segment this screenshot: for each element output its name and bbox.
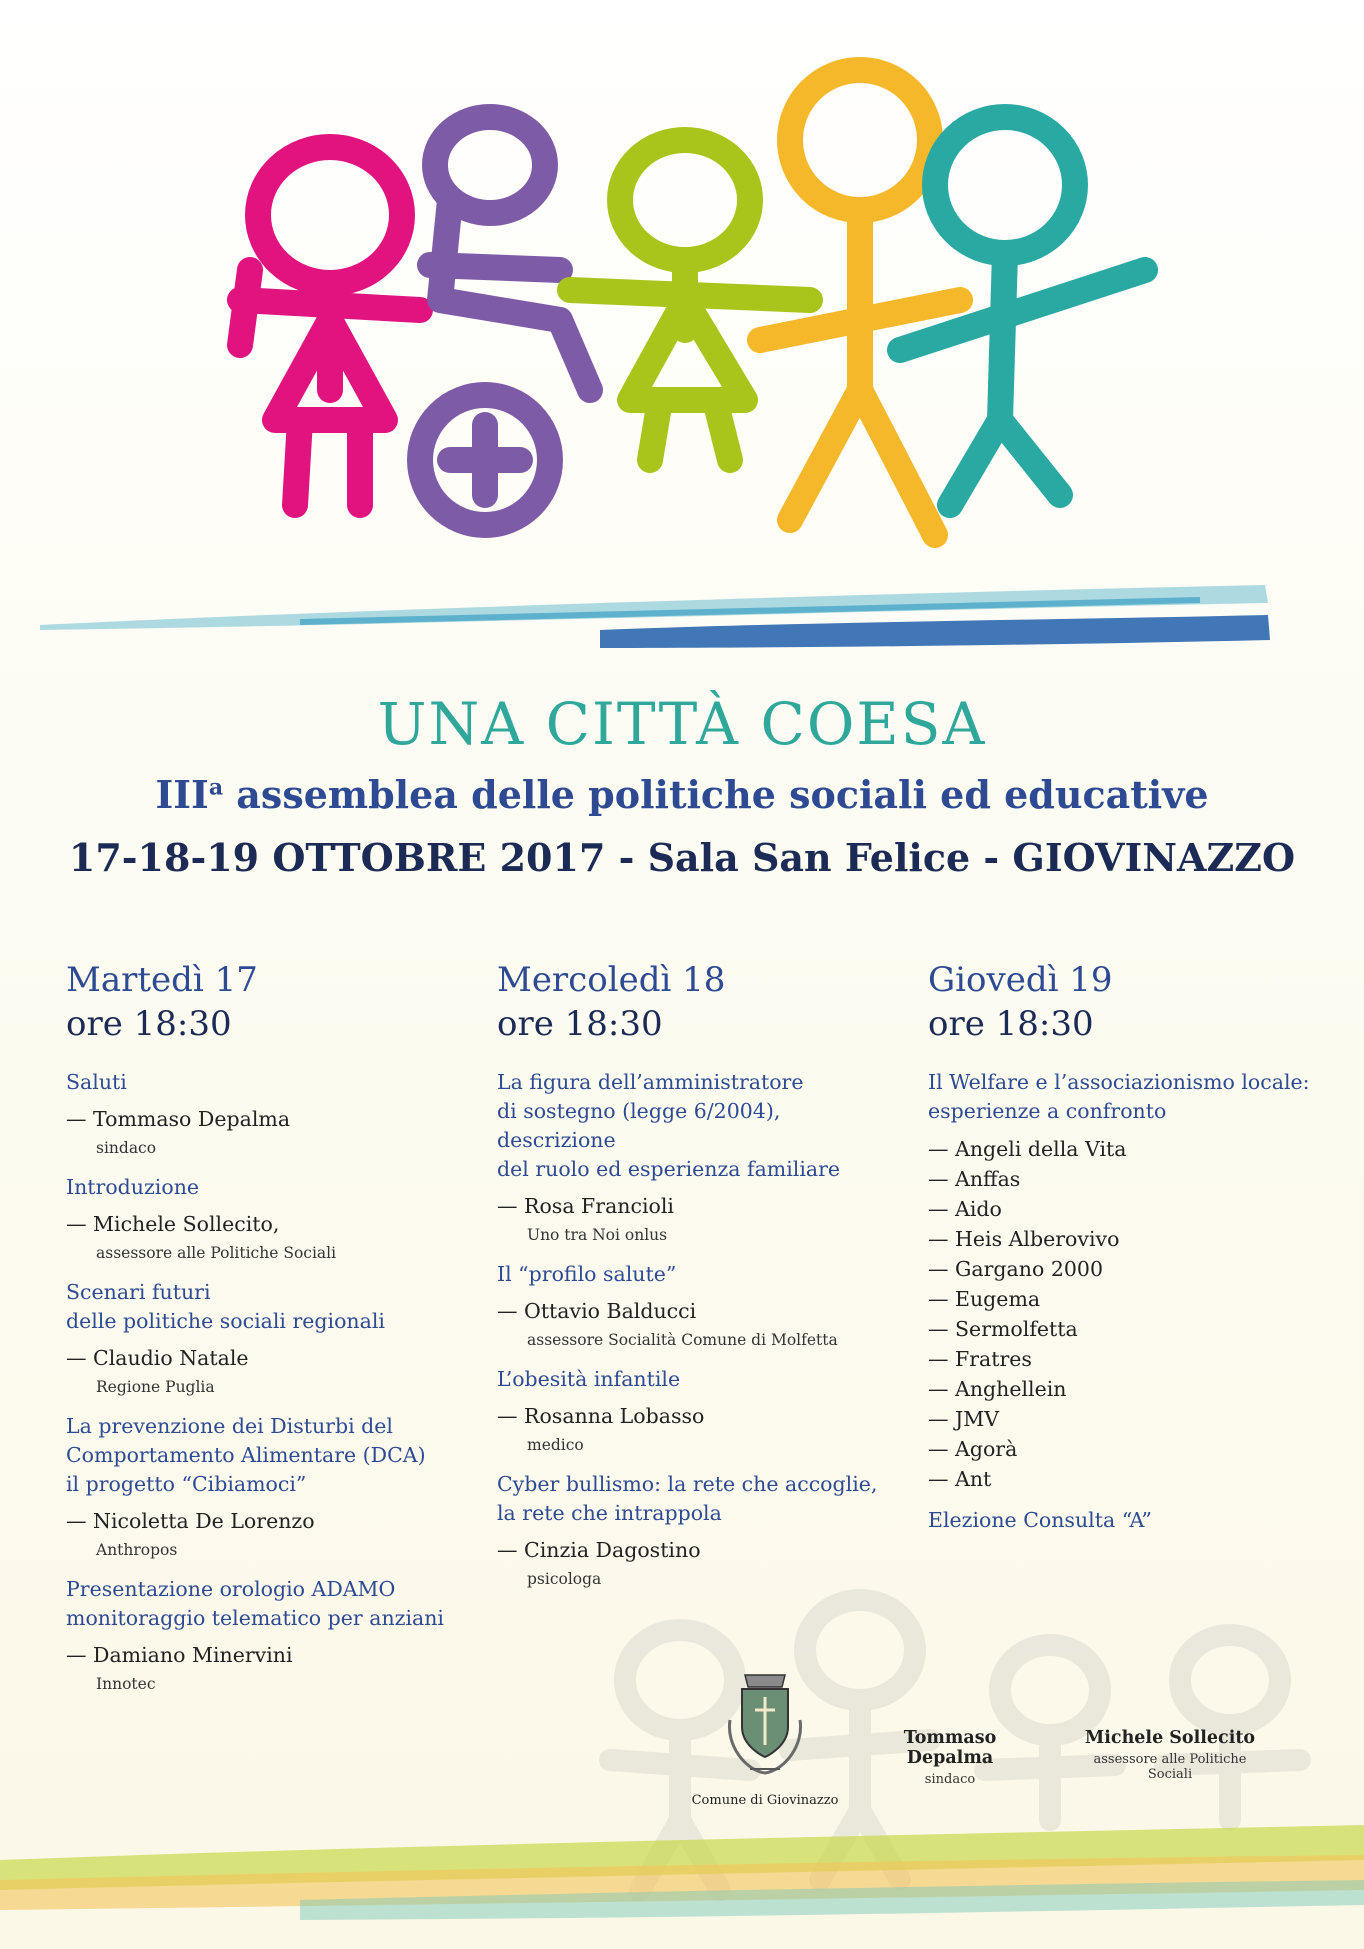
day-name: Mercoledì 18 xyxy=(497,960,726,1000)
signer-name: Tommaso Depalma xyxy=(903,1728,997,1768)
signer-title: sindaco xyxy=(924,1772,976,1787)
session-speaker: — Damiano Minervini xyxy=(66,1643,293,1667)
event-date-line: 17-18-19 OTTOBRE 2017 - Sala San Felice - GIOVINAZZO xyxy=(68,835,1296,880)
session-speaker: — Claudio Natale xyxy=(66,1346,249,1370)
session-topic: Presentazione orologio ADAMO monitoraggio telematico per anziani xyxy=(66,1577,444,1630)
session-topic: Saluti xyxy=(66,1070,127,1094)
association-item: — Anffas xyxy=(928,1167,1021,1191)
session-speaker: — Tommaso Depalma xyxy=(66,1107,291,1131)
association-item: — JMV xyxy=(928,1407,1000,1431)
subtitle-text: assemblea delle politiche sociali ed educative xyxy=(223,772,1209,817)
day-column-wednesday xyxy=(497,958,897,1590)
session-topic: Scenari futuri delle politiche sociali regionali xyxy=(66,1280,385,1333)
association-item: — Angeli della Vita xyxy=(928,1137,1127,1161)
association-item: — Ant xyxy=(928,1467,992,1491)
association-item: — Fratres xyxy=(928,1347,1032,1371)
signer-title: assessore alle Politiche Sociali xyxy=(1093,1752,1247,1782)
session-topic: La prevenzione dei Disturbi del Comportamento Alimentare (DCA) il progetto “Cibiamoci” xyxy=(66,1414,426,1496)
speaker-role: Anthropos xyxy=(96,1541,178,1559)
session-topic: Introduzione xyxy=(66,1175,200,1199)
speaker-role: sindaco xyxy=(96,1139,157,1157)
session-speaker: — Ottavio Balducci xyxy=(497,1299,697,1323)
signer-councillor xyxy=(1070,1728,1270,1782)
session-speaker: — Nicoletta De Lorenzo xyxy=(66,1509,315,1533)
magenta-figure xyxy=(240,147,420,505)
day-time: ore 18:30 xyxy=(66,1004,232,1044)
session-speaker: — Cinzia Dagostino xyxy=(497,1538,701,1562)
association-item: — Agorà xyxy=(928,1437,1018,1461)
page-title: UNA CITTÀ COESA xyxy=(377,690,987,758)
day-column-thursday xyxy=(928,958,1328,1535)
session-topic: Cyber bullismo: la rete che accoglie, la rete che intrappola xyxy=(497,1472,878,1525)
crest-icon xyxy=(720,1665,810,1780)
day-time: ore 18:30 xyxy=(497,1004,663,1044)
day-column-tuesday xyxy=(66,958,466,1695)
day-name: Giovedì 19 xyxy=(928,960,1113,1000)
speaker-role: Uno tra Noi onlus xyxy=(527,1226,668,1244)
association-item: — Anghellein xyxy=(928,1377,1067,1401)
day-time: ore 18:30 xyxy=(928,1004,1094,1044)
speaker-role: assessore alle Politiche Sociali xyxy=(96,1244,337,1262)
session-speaker: — Rosanna Lobasso xyxy=(497,1404,705,1428)
purple-figure xyxy=(420,117,590,525)
session-topic: Il Welfare e l’associazionismo locale: esperienze a confronto xyxy=(928,1070,1310,1123)
page-subtitle xyxy=(0,772,1364,817)
signer-mayor xyxy=(860,1728,1040,1787)
session-topic: L’obesità infantile xyxy=(497,1367,681,1391)
speaker-role: medico xyxy=(527,1436,584,1454)
organization-name: Comune di Giovinazzo xyxy=(691,1793,839,1808)
signer-name: Michele Sollecito xyxy=(1084,1728,1256,1748)
session-speaker: — Rosa Francioli xyxy=(497,1194,674,1218)
subtitle-prefix: III xyxy=(155,772,209,817)
session-topic: La figura dell’amministratore di sostegno (legge 6/2004), descrizione del ruolo ed esperienza familiare xyxy=(497,1070,841,1181)
brush-stroke xyxy=(40,585,1270,648)
association-item: — Gargano 2000 xyxy=(928,1257,1103,1281)
speaker-role: Regione Puglia xyxy=(96,1378,215,1396)
association-item: — Eugema xyxy=(928,1287,1041,1311)
association-item: — Heis Alberovivo xyxy=(928,1227,1120,1251)
stick-figures-logo xyxy=(0,0,1364,680)
subtitle-superscript: a xyxy=(208,774,224,801)
session-topic: Il “profilo salute” xyxy=(497,1262,677,1286)
lime-figure xyxy=(570,140,810,460)
association-item: — Sermolfetta xyxy=(928,1317,1078,1341)
day-name: Martedì 17 xyxy=(66,960,258,1000)
session-speaker: — Michele Sollecito, xyxy=(66,1212,280,1236)
speaker-role: assessore Socialità Comune di Molfetta xyxy=(527,1331,838,1349)
speaker-role: Innotec xyxy=(96,1675,156,1693)
association-item: — Aido xyxy=(928,1197,1002,1221)
speaker-role: psicologa xyxy=(527,1570,602,1588)
closing-item: Elezione Consulta “A” xyxy=(928,1508,1152,1532)
